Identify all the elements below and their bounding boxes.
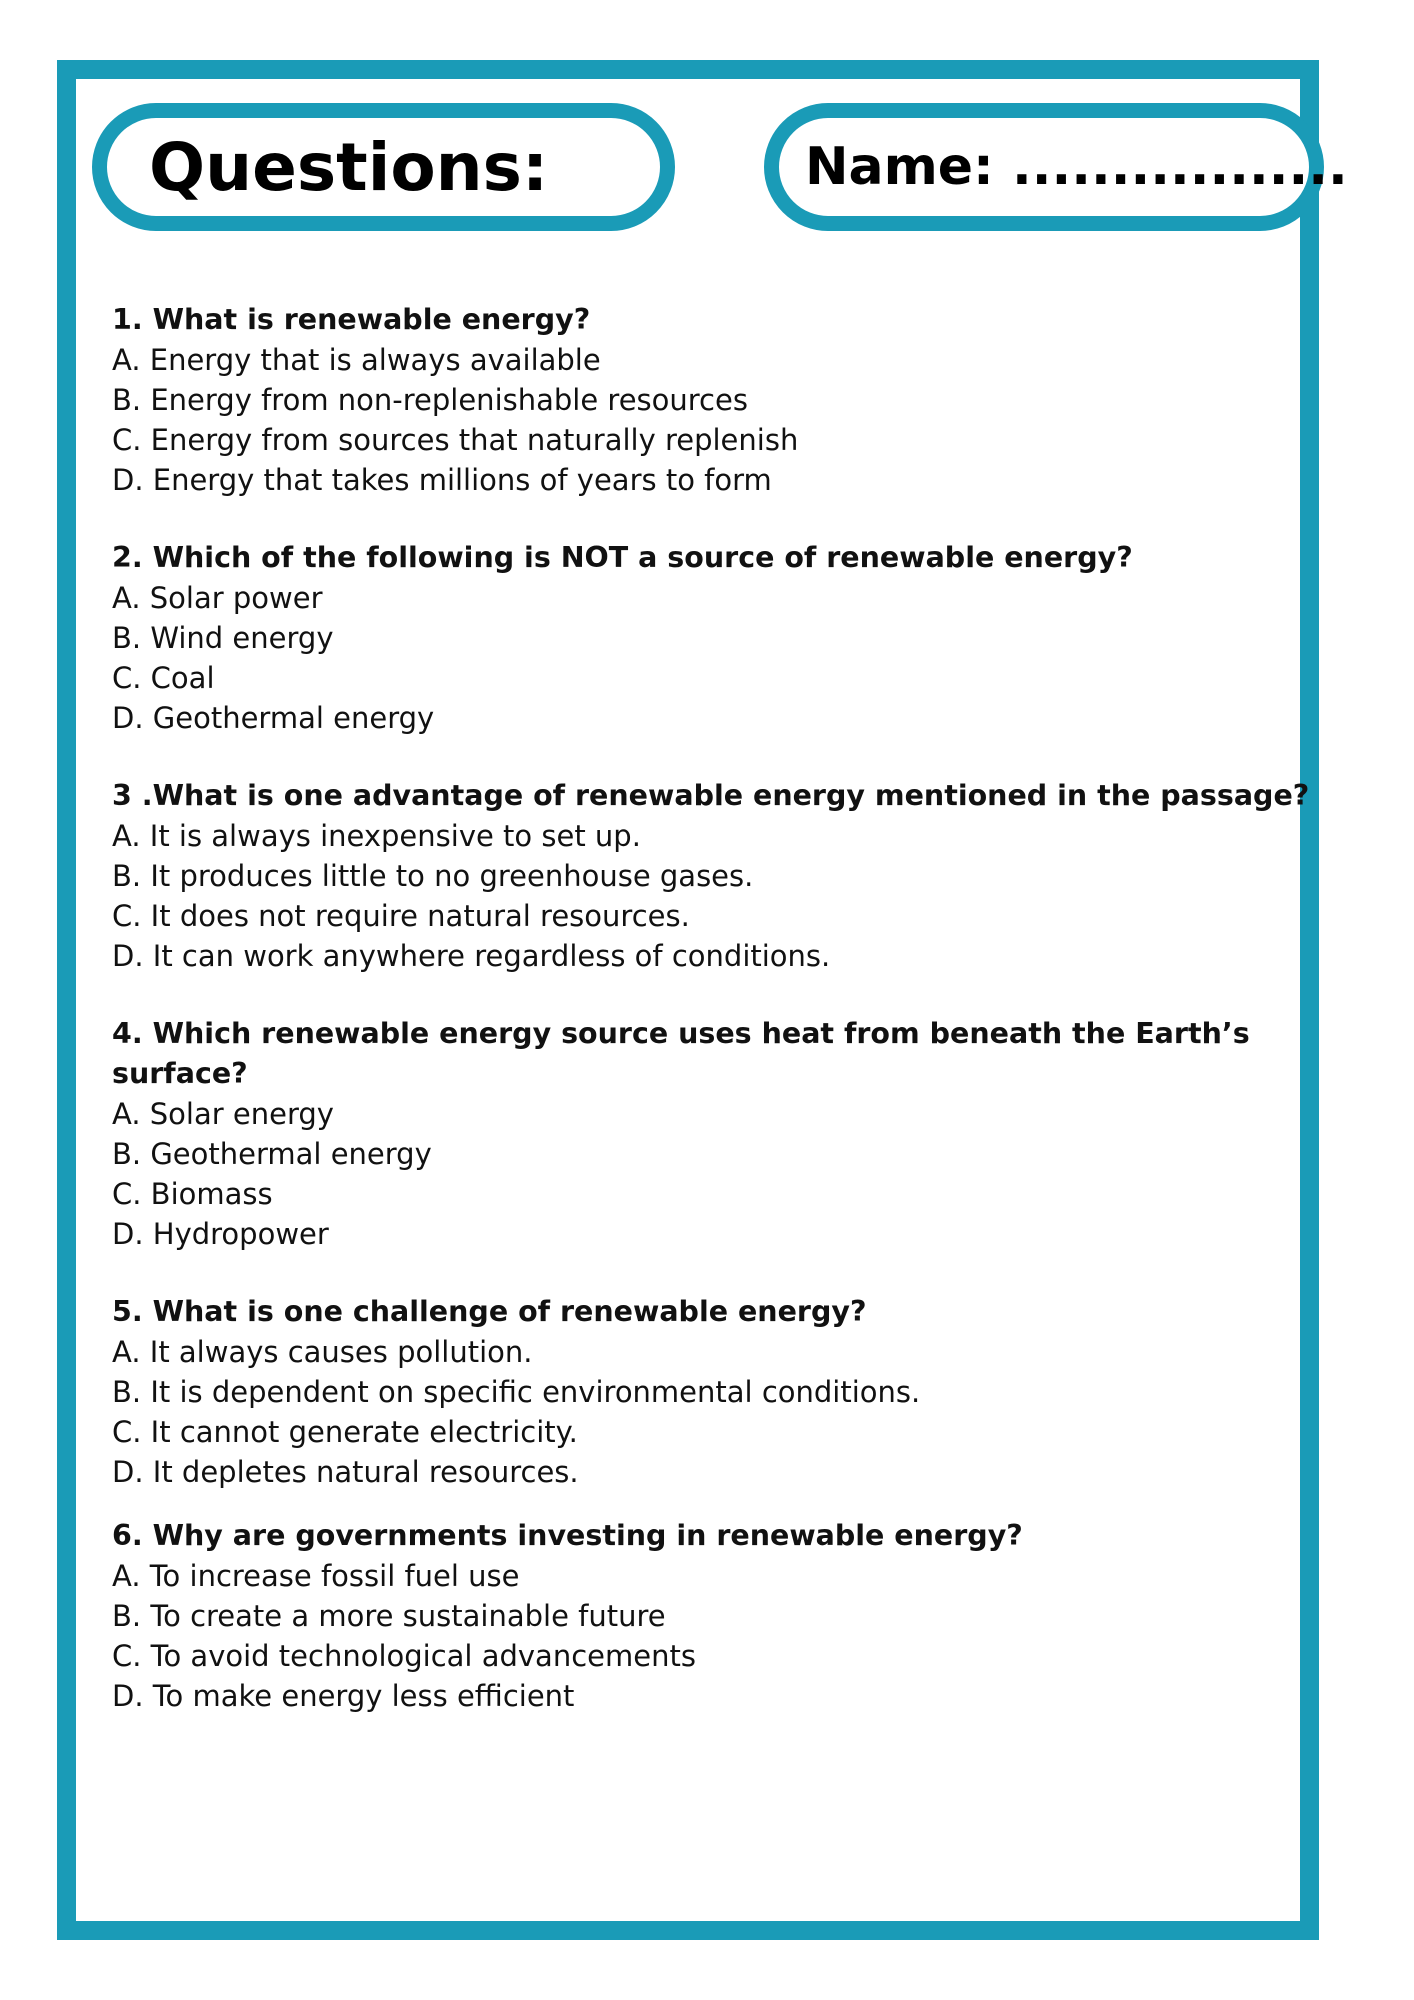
answer-option-d: D. To make energy less efficient xyxy=(112,1679,575,1713)
answer-option-c: C. Energy from sources that naturally replenish xyxy=(112,423,799,457)
answer-option-a: A. Solar power xyxy=(112,581,323,615)
question-text: 1. What is renewable energy? xyxy=(112,303,591,336)
answer-option-c: C. It cannot generate electricity. xyxy=(112,1415,578,1449)
answer-option-a: A. Solar energy xyxy=(112,1097,334,1131)
answer-option-b: B. Energy from non-replenishable resources xyxy=(112,383,748,417)
answer-option-a: A. Energy that is always available xyxy=(112,343,601,377)
question-text: 2. Which of the following is NOT a source of renewable energy? xyxy=(112,541,1133,574)
questions-title: Questions: xyxy=(149,128,549,206)
question-4 xyxy=(112,1014,1312,1254)
answer-option-a: A. It is always inexpensive to set up. xyxy=(112,819,641,853)
question-text: 4. Which renewable energy source uses heat from beneath the Earth’s surface? xyxy=(112,1017,1260,1090)
question-text: 3 .What is one advantage of renewable energy mentioned in the passage? xyxy=(112,779,1310,812)
answer-option-b: B. Wind energy xyxy=(112,621,334,655)
answer-option-d: D. Hydropower xyxy=(112,1217,329,1251)
question-3 xyxy=(112,776,1312,976)
answer-option-b: B. Geothermal energy xyxy=(112,1137,432,1171)
answer-option-b: B. It is dependent on specific environmental conditions. xyxy=(112,1375,921,1409)
answer-option-b: B. To create a more sustainable future xyxy=(112,1599,666,1633)
answer-option-d: D. Energy that takes millions of years to form xyxy=(112,463,772,497)
answer-option-d: D. Geothermal energy xyxy=(112,701,435,735)
answer-option-c: C. Coal xyxy=(112,661,215,695)
question-2 xyxy=(112,538,1312,738)
question-text: 6. Why are governments investing in renewable energy? xyxy=(112,1519,1023,1552)
answer-option-c: C. It does not require natural resources. xyxy=(112,899,690,933)
questions-header-box xyxy=(92,103,675,231)
answer-option-a: A. To increase fossil fuel use xyxy=(112,1559,520,1593)
answer-option-b: B. It produces little to no greenhouse gases. xyxy=(112,859,754,893)
answer-option-c: C. To avoid technological advancements xyxy=(112,1639,696,1673)
name-field-label: Name: ................. xyxy=(805,137,1348,197)
question-text: 5. What is one challenge of renewable energy? xyxy=(112,1295,867,1328)
question-list xyxy=(112,300,1312,1754)
answer-option-d: D. It depletes natural resources. xyxy=(112,1455,579,1489)
question-1 xyxy=(112,300,1312,500)
answer-option-c: C. Biomass xyxy=(112,1177,273,1211)
answer-option-d: D. It can work anywhere regardless of conditions. xyxy=(112,939,831,973)
answer-option-a: A. It always causes pollution. xyxy=(112,1335,533,1369)
question-6 xyxy=(112,1516,1312,1716)
name-header-box xyxy=(764,103,1348,231)
question-5 xyxy=(112,1292,1312,1492)
